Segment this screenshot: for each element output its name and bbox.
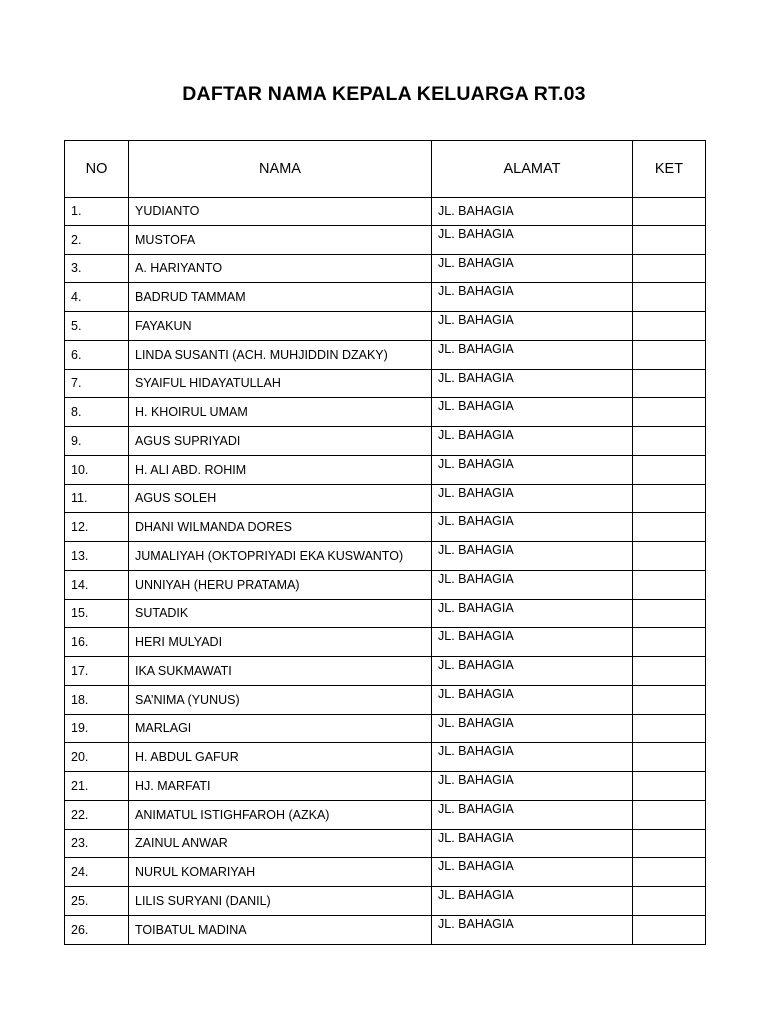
table-row <box>65 714 706 743</box>
cell-no: 20. <box>65 743 129 772</box>
table-row <box>65 225 706 254</box>
cell-alamat: JL. BAHAGIA <box>432 858 633 887</box>
cell-alamat: JL. BAHAGIA <box>432 772 633 801</box>
cell-nama: MUSTOFA <box>129 225 432 254</box>
cell-no: 1. <box>65 198 129 226</box>
header-ket: KET <box>633 141 706 198</box>
cell-no: 13. <box>65 542 129 571</box>
cell-no: 17. <box>65 657 129 686</box>
cell-alamat: JL. BAHAGIA <box>432 455 633 484</box>
cell-nama: YUDIANTO <box>129 198 432 226</box>
cell-ket <box>633 455 706 484</box>
header-alamat: ALAMAT <box>432 141 633 198</box>
table-header-row <box>65 141 706 198</box>
cell-no: 7. <box>65 369 129 398</box>
cell-no: 10. <box>65 455 129 484</box>
cell-no: 4. <box>65 283 129 312</box>
cell-alamat: JL. BAHAGIA <box>432 283 633 312</box>
cell-alamat: JL. BAHAGIA <box>432 628 633 657</box>
table-row <box>65 685 706 714</box>
table-row <box>65 570 706 599</box>
header-nama: NAMA <box>129 141 432 198</box>
cell-alamat: JL. BAHAGIA <box>432 427 633 456</box>
cell-alamat: JL. BAHAGIA <box>432 685 633 714</box>
cell-alamat: JL. BAHAGIA <box>432 743 633 772</box>
cell-ket <box>633 628 706 657</box>
cell-ket <box>633 283 706 312</box>
cell-no: 22. <box>65 800 129 829</box>
table-row <box>65 829 706 858</box>
cell-nama: AGUS SUPRIYADI <box>129 427 432 456</box>
cell-nama: DHANI WILMANDA DORES <box>129 513 432 542</box>
cell-alamat: JL. BAHAGIA <box>432 800 633 829</box>
cell-alamat: JL. BAHAGIA <box>432 542 633 571</box>
cell-ket <box>633 714 706 743</box>
cell-nama: JUMALIYAH (OKTOPRIYADI EKA KUSWANTO) <box>129 542 432 571</box>
cell-ket <box>633 225 706 254</box>
cell-no: 16. <box>65 628 129 657</box>
cell-alamat: JL. BAHAGIA <box>432 340 633 369</box>
cell-nama: BADRUD TAMMAM <box>129 283 432 312</box>
cell-alamat: JL. BAHAGIA <box>432 225 633 254</box>
cell-alamat: JL. BAHAGIA <box>432 369 633 398</box>
cell-ket <box>633 800 706 829</box>
cell-nama: NURUL KOMARIYAH <box>129 858 432 887</box>
table-row <box>65 542 706 571</box>
table-row <box>65 858 706 887</box>
cell-ket <box>633 369 706 398</box>
cell-nama: TOIBATUL MADINA <box>129 915 432 944</box>
table-body <box>65 198 706 945</box>
cell-alamat: JL. BAHAGIA <box>432 599 633 628</box>
table-row <box>65 198 706 226</box>
cell-ket <box>633 542 706 571</box>
table-row <box>65 340 706 369</box>
cell-nama: HERI MULYADI <box>129 628 432 657</box>
cell-ket <box>633 599 706 628</box>
cell-alamat: JL. BAHAGIA <box>432 887 633 916</box>
cell-nama: SYAIFUL HIDAYATULLAH <box>129 369 432 398</box>
cell-alamat: JL. BAHAGIA <box>432 312 633 341</box>
cell-ket <box>633 427 706 456</box>
cell-ket <box>633 398 706 427</box>
page-title: DAFTAR NAMA KEPALA KELUARGA RT.03 <box>182 83 586 105</box>
table-row <box>65 915 706 944</box>
cell-nama: IKA SUKMAWATI <box>129 657 432 686</box>
kepala-keluarga-table <box>64 140 706 945</box>
cell-nama: FAYAKUN <box>129 312 432 341</box>
cell-ket <box>633 513 706 542</box>
cell-no: 11. <box>65 484 129 513</box>
cell-alamat: JL. BAHAGIA <box>432 398 633 427</box>
cell-ket <box>633 312 706 341</box>
cell-nama: LINDA SUSANTI (ACH. MUHJIDDIN DZAKY) <box>129 340 432 369</box>
cell-nama: H. KHOIRUL UMAM <box>129 398 432 427</box>
table-row <box>65 369 706 398</box>
cell-ket <box>633 829 706 858</box>
cell-no: 12. <box>65 513 129 542</box>
cell-ket <box>633 772 706 801</box>
table-row <box>65 513 706 542</box>
table-row <box>65 887 706 916</box>
cell-no: 24. <box>65 858 129 887</box>
cell-nama: A. HARIYANTO <box>129 254 432 283</box>
cell-no: 6. <box>65 340 129 369</box>
cell-alamat: JL. BAHAGIA <box>432 484 633 513</box>
cell-alamat: JL. BAHAGIA <box>432 198 633 226</box>
cell-alamat: JL. BAHAGIA <box>432 513 633 542</box>
cell-no: 3. <box>65 254 129 283</box>
table-row <box>65 254 706 283</box>
cell-alamat: JL. BAHAGIA <box>432 657 633 686</box>
cell-alamat: JL. BAHAGIA <box>432 714 633 743</box>
header-no: NO <box>65 141 129 198</box>
cell-nama: SUTADIK <box>129 599 432 628</box>
cell-nama: MARLAGI <box>129 714 432 743</box>
table-row <box>65 312 706 341</box>
cell-nama: ZAINUL ANWAR <box>129 829 432 858</box>
cell-no: 18. <box>65 685 129 714</box>
cell-nama: SA’NIMA (YUNUS) <box>129 685 432 714</box>
cell-ket <box>633 858 706 887</box>
cell-alamat: JL. BAHAGIA <box>432 829 633 858</box>
table-row <box>65 800 706 829</box>
cell-ket <box>633 685 706 714</box>
cell-no: 23. <box>65 829 129 858</box>
cell-ket <box>633 657 706 686</box>
table-row <box>65 484 706 513</box>
cell-no: 9. <box>65 427 129 456</box>
cell-nama: ANIMATUL ISTIGHFAROH (AZKA) <box>129 800 432 829</box>
cell-ket <box>633 743 706 772</box>
cell-nama: LILIS SURYANI (DANIL) <box>129 887 432 916</box>
cell-no: 26. <box>65 915 129 944</box>
cell-no: 25. <box>65 887 129 916</box>
table-row <box>65 599 706 628</box>
cell-no: 21. <box>65 772 129 801</box>
table-row <box>65 628 706 657</box>
cell-no: 15. <box>65 599 129 628</box>
table-row <box>65 283 706 312</box>
table-row <box>65 657 706 686</box>
table-row <box>65 772 706 801</box>
table-row <box>65 427 706 456</box>
cell-nama: HJ. MARFATI <box>129 772 432 801</box>
cell-nama: H. ALI ABD. ROHIM <box>129 455 432 484</box>
cell-ket <box>633 570 706 599</box>
table-row <box>65 398 706 427</box>
cell-alamat: JL. BAHAGIA <box>432 570 633 599</box>
cell-alamat: JL. BAHAGIA <box>432 254 633 283</box>
cell-nama: H. ABDUL GAFUR <box>129 743 432 772</box>
cell-nama: AGUS SOLEH <box>129 484 432 513</box>
table-row <box>65 743 706 772</box>
cell-ket <box>633 340 706 369</box>
cell-ket <box>633 887 706 916</box>
cell-no: 14. <box>65 570 129 599</box>
cell-ket <box>633 915 706 944</box>
cell-no: 8. <box>65 398 129 427</box>
cell-alamat: JL. BAHAGIA <box>432 915 633 944</box>
cell-no: 2. <box>65 225 129 254</box>
cell-ket <box>633 198 706 226</box>
cell-ket <box>633 254 706 283</box>
cell-nama: UNNIYAH (HERU PRATAMA) <box>129 570 432 599</box>
cell-no: 19. <box>65 714 129 743</box>
cell-ket <box>633 484 706 513</box>
table-row <box>65 455 706 484</box>
cell-no: 5. <box>65 312 129 341</box>
